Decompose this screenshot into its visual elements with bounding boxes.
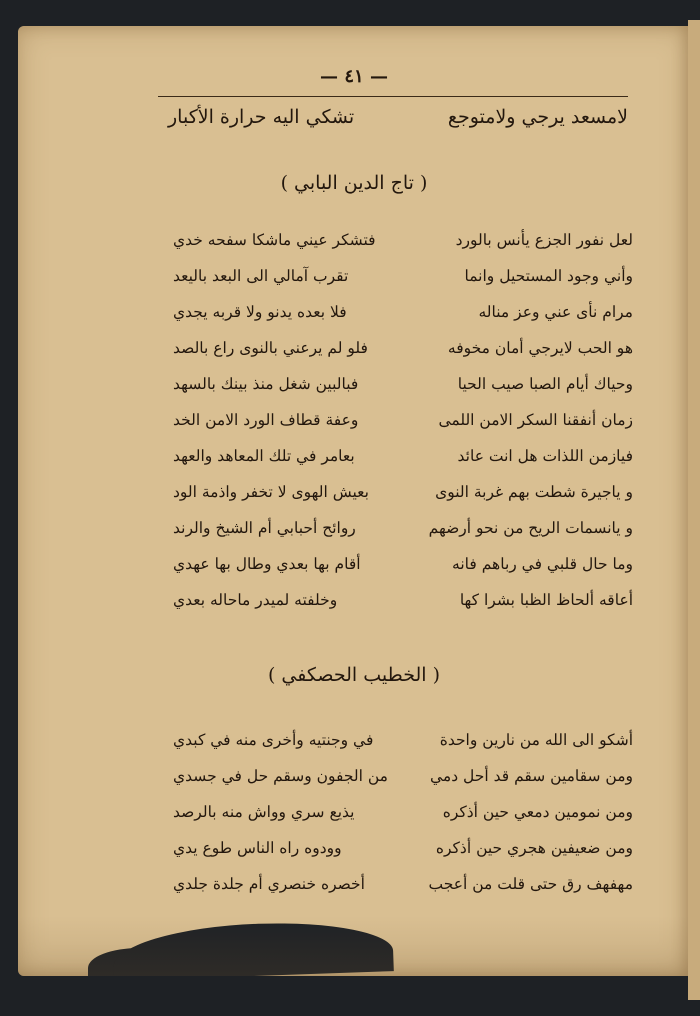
verse-right: أعاقه ألحاظ الظبا بشرا كها: [459, 591, 633, 609]
verse-left: أقام بها بعدي وطال بها عهدي: [173, 555, 361, 573]
verse-row: [173, 330, 633, 366]
verse-row: [173, 438, 633, 474]
opening-verse: [168, 106, 628, 128]
verse-row: [173, 582, 633, 618]
verse-row: [173, 474, 633, 510]
verse-right: أشكو الى الله من نارين واحدة: [439, 731, 633, 749]
verse-left: بعيش الهوى لا تخفر واذمة الود: [173, 483, 369, 501]
section2-heading: ( الخطيب الحصكفي ): [267, 664, 440, 686]
verse-left: في وجنتيه وأخرى منه في كبدي: [173, 731, 374, 749]
opening-verse-left: تشكي اليه حرارة الأكبار: [168, 106, 355, 128]
verse-right: هو الحب لايرجي أمان مخوفه: [447, 339, 633, 357]
verse-left: أخصره خنصري أم جلدة جلدي: [173, 875, 365, 893]
section2-poem: [173, 722, 633, 902]
verse-left: بعامر في تلك المعاهد والعهد: [173, 447, 355, 465]
book-page: [18, 26, 690, 976]
verse-row: [173, 366, 633, 402]
verse-right: ومن ضعيفين هجري حين أذكره: [435, 839, 633, 857]
verse-right: مهفهف رق حتى قلت من أعجب: [428, 875, 633, 893]
verse-row: [173, 758, 633, 794]
verse-row: [173, 222, 633, 258]
section1-poem: [173, 222, 633, 618]
opening-verse-right: لامسعد يرجي ولامتوجع: [447, 106, 628, 128]
verse-right: وأني وجود المستحيل وانما: [464, 267, 633, 285]
section1-heading: ( تاج الدين البابي ): [280, 172, 428, 194]
verse-row: [173, 794, 633, 830]
verse-row: [173, 722, 633, 758]
verse-left: فلو لم يرعني بالنوى راع بالصد: [173, 339, 368, 357]
verse-right: وحياك أيام الصبا صيب الحيا: [457, 375, 633, 393]
verse-row: [173, 546, 633, 582]
verse-right: ومن نمومين دمعي حين أذكره: [442, 803, 633, 821]
verse-row: [173, 294, 633, 330]
verse-row: [173, 830, 633, 866]
verse-left: وخلفته لميدر ماحاله بعدي: [173, 591, 338, 609]
verse-right: مرام نأى عني وعز مناله: [478, 303, 633, 321]
verse-row: [173, 866, 633, 902]
verse-right: و يانسمات الريح من نحو أرضهم: [428, 519, 633, 537]
verse-left: روائح أحبابي أم الشيخ والرند: [173, 519, 356, 537]
torn-edge: [112, 919, 394, 976]
verse-left: فبالبين شغل منذ بينك بالسهد: [173, 375, 359, 393]
verse-right: وما حال قلبي في رباهم فانه: [452, 555, 633, 573]
verse-right: ومن سقامين سقم قد أحل دمي: [430, 767, 633, 785]
verse-right: فيازمن اللذات هل انت عائد: [457, 447, 633, 465]
verse-left: وودوه راه الناس طوع يدي: [173, 839, 342, 857]
verse-left: يذيع سري وواش منه بالرصد: [173, 803, 355, 821]
verse-left: فلا بعده يدنو ولا قربه يجدي: [173, 303, 347, 321]
verse-left: تقرب آمالي الى البعد باليعد: [173, 267, 349, 285]
next-page-edge: [688, 20, 700, 1000]
verse-right: زمان أنفقنا السكر الامن اللمى: [438, 411, 633, 429]
torn-edge: [88, 948, 178, 976]
verse-left: فتشكر عيني ماشكا سفحه خدي: [173, 231, 376, 249]
header-rule: [158, 96, 628, 97]
verse-row: [173, 402, 633, 438]
verse-right: لعل نفور الجزع يأنس بالورد: [455, 231, 633, 249]
verse-left: وعفة قطاف الورد الامن الخد: [173, 411, 359, 429]
verse-row: [173, 258, 633, 294]
verse-row: [173, 510, 633, 546]
verse-left: من الجفون وسقم حل في جسدي: [173, 767, 388, 785]
page-number: — ٤١ —: [320, 66, 388, 87]
verse-right: و ياجيرة شطت بهم غربة النوى: [435, 483, 633, 501]
